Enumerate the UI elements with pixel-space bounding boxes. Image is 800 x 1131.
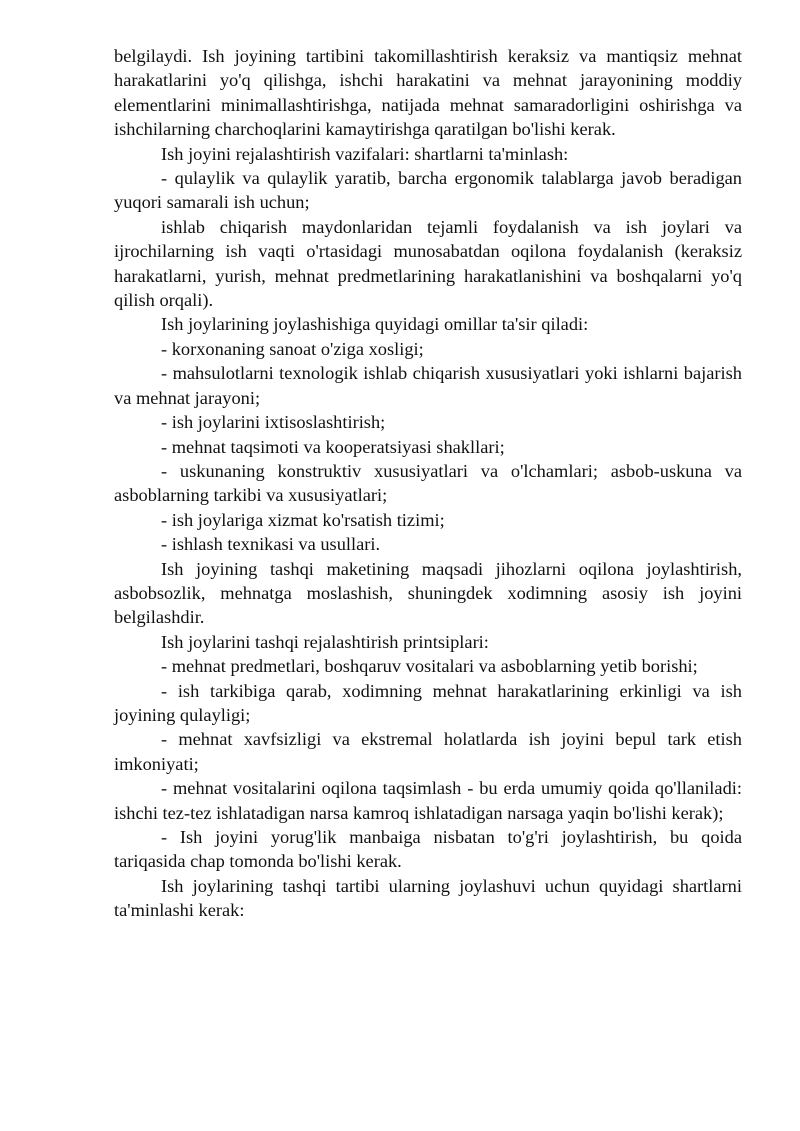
list-item: - ish joylarini ixtisoslashtirish; [161, 412, 386, 433]
list-item: - ish joylariga xizmat ko'rsatish tizimi; [161, 509, 445, 530]
paragraph-continuation: belgilaydi. Ish joyining tartibini takomillashtirish keraksiz va mantiqsiz mehnat harakatlarini yo'q qilishga, ishchi harakatini va mehnat jarayonining moddiy elementlarini minimallashtirishga, natijada mehnat samaradorligini oshirishga va ishchilarning charchoqlarini kamaytirishga qaratilgan bo'lishi kerak. [114, 46, 742, 140]
list-item: - mehnat xavfsizligi va ekstremal holatlarda ish joyini bepul tark etish imkoniyati; [114, 729, 742, 774]
document-page [114, 44, 742, 923]
list-item: ishlab chiqarish maydonlaridan tejamli foydalanish va ish joylari va ijrochilarning ish vaqti o'rtasidagi munosabatdan oqilona foydalanish (keraksiz harakatlarni, yurish, mehnat predmetlarining harakatlanishini va boshqalarni yo'q qilish orqali). [114, 216, 742, 311]
list-item: - qulaylik va qulaylik yaratib, barcha ergonomik talablarga javob beradigan yuqori samarali ish uchun; [114, 168, 742, 213]
paragraph-external-layout: Ish joylarining tashqi tartibi ularning joylashuvi uchun quyidagi shartlarni ta'minlashi kerak: [114, 875, 742, 921]
list-item: - Ish joyini yorug'lik manbaiga nisbatan to'g'ri joylashtirish, bu qoida tariqasida chap tomonda bo'lishi kerak. [114, 827, 742, 872]
paragraph-placement-factors: Ish joylarining joylashishiga quyidagi omillar ta'sir qiladi: [161, 314, 589, 335]
paragraph-planning-tasks: Ish joyini rejalashtirish vazifalari: shartlarni ta'minlash: [161, 143, 569, 164]
list-item: - mahsulotlarni texnologik ishlab chiqarish xususiyatlari yoki ishlarni bajarish va mehnat jarayoni; [114, 363, 742, 408]
paragraph-planning-principles: Ish joylarini tashqi rejalashtirish printsiplari: [161, 631, 489, 652]
list-item: - ish tarkibiga qarab, xodimning mehnat harakatlarining erkinligi va ish joyining qulayligi; [114, 680, 742, 725]
list-item: - uskunaning konstruktiv xususiyatlari va o'lchamlari; asbob-uskuna va asboblarning tarkibi va xususiyatlari; [114, 460, 742, 506]
list-item: - mehnat vositalarini oqilona taqsimlash - bu erda umumiy qoida qo'llaniladi: ishchi tez-tez ishlatadigan narsa kamroq ishlatadigan narsaga yaqin bo'lishi kerak); [114, 778, 742, 823]
list-item: - mehnat predmetlari, boshqaruv vositalari va asboblarning yetib borishi; [161, 656, 698, 677]
paragraph-layout-purpose: Ish joyining tashqi maketining maqsadi jihozlarni oqilona joylashtirish, asbobsozlik, mehnatga moslashish, shuningdek xodimning asosiy ish joyini belgilashdir. [114, 558, 742, 628]
list-item: - ishlash texnikasi va usullari. [161, 534, 381, 555]
list-item: - korxonaning sanoat o'ziga xosligi; [161, 338, 424, 359]
list-item: - mehnat taqsimoti va kooperatsiyasi shakllari; [161, 436, 505, 457]
